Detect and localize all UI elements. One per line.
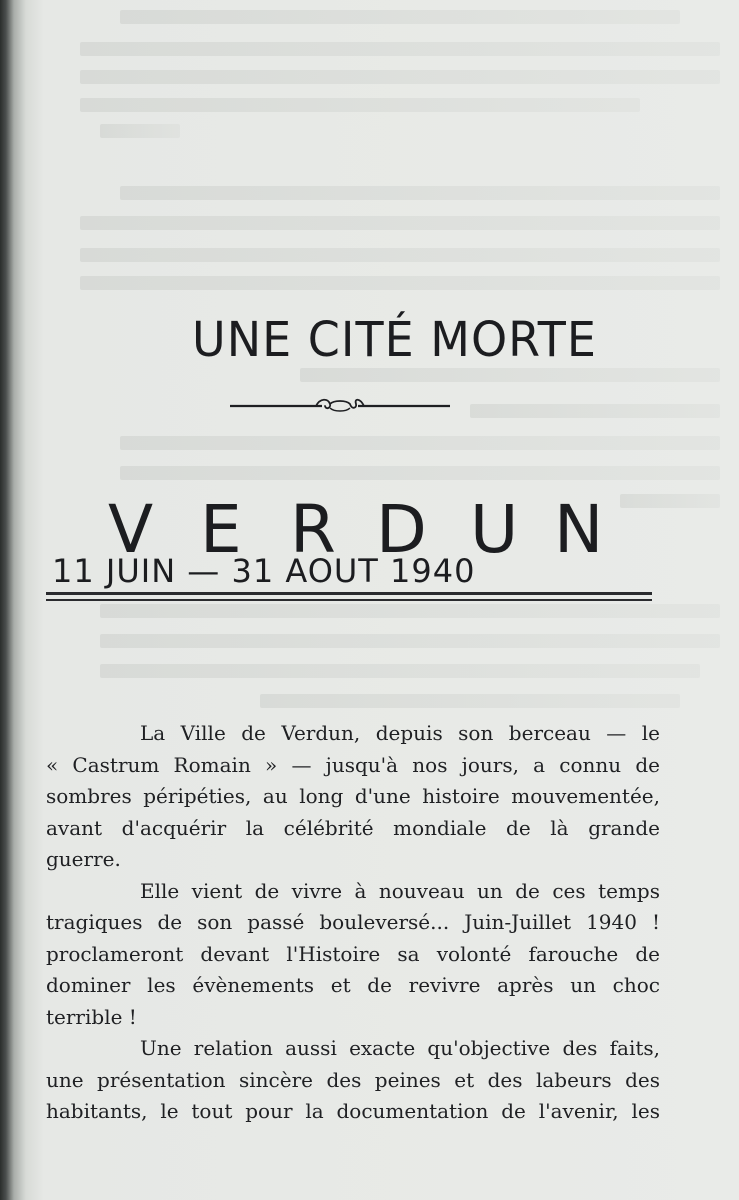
page-title: UNE CITÉ MORTE [192,310,597,368]
paragraph [46,1033,660,1128]
city-letter: U [470,491,519,568]
text-line: sombres péripéties, au long d'une histoire mouvementée, [46,784,660,808]
text-line: Une relation aussi exacte qu'objective des faits, [140,1036,660,1060]
body-text [46,718,660,1128]
city-letter: E [200,491,242,568]
text-line: Elle vient de vivre à nouveau un de ces temps [140,878,660,903]
double-rule-bottom [46,599,652,601]
text-line: guerre. [46,847,121,871]
city-letter: D [376,491,427,568]
date-range: 11 JUIN — 31 AOUT 1940 [52,552,476,590]
text-line: habitants, le tout pour la documentation de l'avenir, les [46,1099,660,1123]
text-line: tragiques de son passé bouleversé... Juin-Juillet 1940 ! [46,910,660,934]
double-rule-top [46,592,652,595]
text-line: avant d'acquérir la célébrité mondiale de là grande [46,815,660,840]
text-line: une présentation sincère des peines et des labeurs des [46,1067,660,1092]
text-line: « Castrum Romain » — jusqu'à nos jours, a connu de [46,752,660,777]
text-line: dominer les évènements et de revivre après un choc [46,973,660,997]
city-letter: V [108,491,154,568]
text-line: La Ville de Verdun, depuis son berceau — le [140,721,660,745]
paragraph [46,876,660,1034]
city-letter: R [290,491,336,568]
scroll-ornament-icon [230,394,450,418]
paragraph [46,718,660,876]
text-line: proclameront devant l'Histoire sa volonté farouche de [46,941,660,966]
text-line: terrible ! [46,1004,137,1029]
city-letter: N [554,491,604,568]
